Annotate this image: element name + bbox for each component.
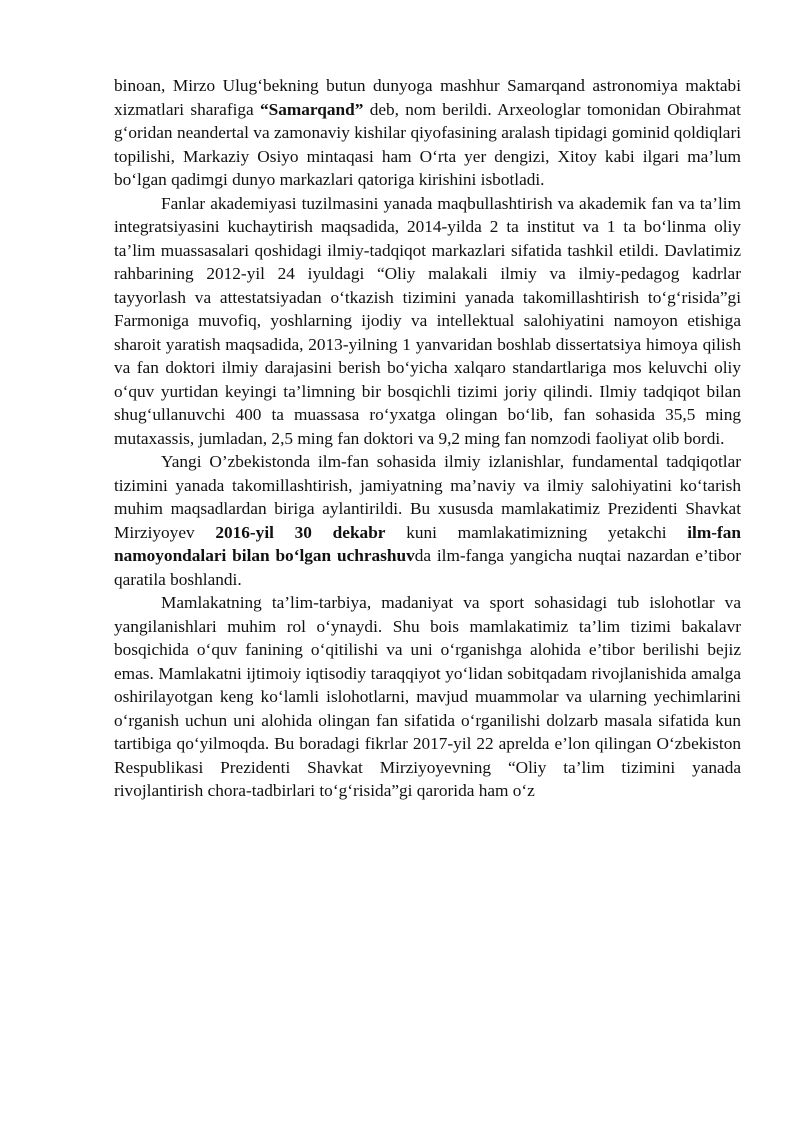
text-run: deb, nom berildi. Arxeologlar tomonidan Obirahmat g‘oridan neandertal va zamonaviy kishilar qiyofasining aralash tipidagi gominid qoldiqlari topilishi, Markaziy Osiyo mintaqasi ham O‘rta yer dengizi, Xitoy kabi ilgari ma’lum bo‘lgan qadimgi dunyo markazlari qatoriga kirishini isbotladi. [114, 99, 741, 189]
paragraph-4 [114, 591, 741, 803]
bold-text-run: “Samarqand” [259, 99, 364, 119]
text-run: Yangi O’zbekistonda ilm-fan sohasida ilmiy izlanishlar, fundamental tadqiqotlar tizimini yanada takomillashtirish, jamiyatning ma’naviy va ilmiy salohiyatini ko‘tarish muhim maqsadlardan biriga aylantirildi. Bu xususda mamlakatimiz Prezidenti Shavkat Mirziyoyev [114, 452, 741, 542]
text-run: da ilm-fanga yangicha nuqtai nazardan e’tibor qaratila boshlandi. [114, 546, 741, 589]
bold-text-run: ilm-fan namoyondalari bilan bo‘lgan uchrashuv [114, 522, 741, 565]
text-run: Fanlar akademiyasi tuzilmasini yanada maqbullashtirish va akademik fan va ta’lim integratsiyasini kuchaytirish maqsadida, 2014-yilda 2 ta institut va 1 ta bo‘linma oliy ta’lim muassasalari qoshidagi ilmiy-tadqiqot markazlari sifatida tashkil etildi. Davlatimiz rahbarining 2012-yil 24 iyuldagi “Oliy malakali ilmiy va ilmiy-pedagog kadrlar tayyorlash va attestatsiyadan o‘tkazish tizimini yanada takomillashtirish to‘g‘risida”gi Farmoniga muvofiq, yoshlarning ijodiy va intellektual salohiyatini namoyon etishiga sharoit yaratish maqsadida, 2013-yilning 1 yanvaridan boshlab dissertatsiya himoya qilish va fan doktori ilmiy darajasini berish bo‘yicha xalqaro standartlariga mos keluvchi oliy o‘quv yurtidan keyingi ta’limning bir bosqichli tizimi joriy qilindi. Ilmiy tadqiqot bilan shug‘ullanuvchi 400 ta muassasa ro‘yxatga olingan bo‘lib, fan sohasida 35,5 ming mutaxassis, jumladan, 2,5 ming fan doktori va 9,2 ming fan nomzodi faoliyat olib bordi. [114, 193, 741, 448]
document-page [114, 74, 741, 803]
paragraph-2 [114, 192, 741, 451]
paragraph-3 [114, 450, 741, 591]
bold-text-run: 2016-yil 30 dekabr [215, 522, 386, 542]
text-run: kuni mamlakatimizning yetakchi [385, 522, 688, 542]
text-run: Mamlakatning ta’lim-tarbiya, madaniyat va sport sohasidagi tub islohotlar va yangilanishlari muhim rol o‘ynaydi. Shu bois mamlakatimiz ta’lim tizimi bakalavr bosqichida o‘quv fanining o‘qitilishi va uni o‘rganishga alohida e’tibor berilishi bejiz emas. Mamlakatni ijtimoiy iqtisodiy taraqqiyot yo‘lidan sobitqadam rivojlanishida amalga oshirilayotgan keng ko‘lamli islohotlarni, mavjud muammolar va ularning yechimlarini o‘rganish uchun uni alohida olingan fan sifatida o‘rganilishi dolzarb masala sifatida kun tartibiga qo‘yilmoqda. Bu boradagi fikrlar 2017-yil 22 aprelda e’lon qilingan O‘zbekiston Respublikasi Prezidenti Shavkat Mirziyoyevning “Oliy ta’lim tizimini yanada rivojlantirish chora-tadbirlari to‘g‘risida”gi qarorida ham o‘z [114, 593, 741, 800]
paragraph-1 [114, 74, 741, 192]
text-run: binoan, Mirzo Ulug‘bekning butun dunyoga mashhur Samarqand astronomiya maktabi xizmatlari sharafiga [114, 76, 741, 119]
